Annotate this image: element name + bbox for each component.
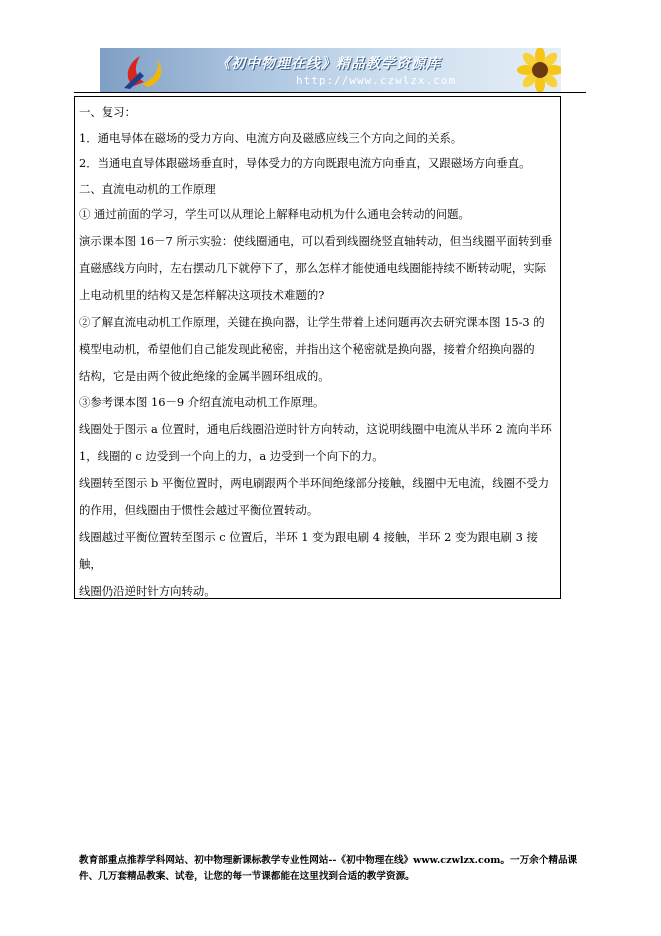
site-banner [100,48,561,92]
review-item-1: 1．通电导体在磁场的受力方向、电流方向及磁感应线三个方向之间的关系。 [79,130,463,145]
footer-line-2: 件、几万套精品教案、试卷，让您的每一节课都能在这里找到合适的教学资源。 [79,871,415,882]
point-3: ③参考课本图 16－9 介绍直流电动机工作原理。 [79,394,325,409]
para-a-line-2: 1，线圈的 c 边受到一个向上的力，a 边受到一个向下的力。 [79,448,384,463]
demo-line-3: 上电动机里的结构又是怎样解决这项技术难题的? [79,287,325,302]
lesson-content [79,100,559,605]
point-2-line-1: ②了解直流电动机工作原理，关键在换向器，让学生带着上述问题再次去研究课本图 15-3 的 [79,314,545,329]
footer-line-1: 教育部重点推荐学科网站、初中物理新课标教学专业性网站--《初中物理在线》www.czwlzx.com。一万余个精品课 [79,855,578,866]
section-heading-principle: 二、直流电动机的工作原理 [79,181,216,196]
review-item-2: 2．当通电直导体跟磁场垂直时，导体受力的方向既跟电流方向垂直，又跟磁场方向垂直。 [79,156,531,171]
point-1: ① 通过前面的学习，学生可以从理论上解释电动机为什么通电会转动的问题。 [79,207,470,222]
banner-url[interactable]: http://www.czwlzx.com [296,74,457,87]
para-a-line-1: 线圈处于图示 a 位置时，通电后线圈沿逆时针方向转动，这说明线圈中电流从半环 2 流向半环 [79,421,552,436]
point-2-line-3: 结构，它是由两个彼此绝缘的金属半圆环组成的。 [79,368,330,383]
point-2-line-2: 模型电动机，希望他们自己能发现此秘密，并指出这个秘密就是换向器，接着介绍换向器的 [79,341,535,356]
para-b-line-2: 的作用，但线圈由于惯性会越过平衡位置转动。 [79,502,319,517]
header-rule [74,92,586,93]
site-logo-icon [104,50,176,90]
demo-line-2: 直磁感线方向时，左右摆动几下就停下了，那么怎样才能使通电线圈能持续不断转动呢，实际 [79,260,547,275]
banner-title: 《初中物理在线》精品教学资源库 [216,56,441,72]
para-c-line-1: 线圈越过平衡位置转至图示 c 位置后，半环 1 变为跟电刷 4 接触，半环 2 变为跟电刷 3 接触， [79,529,538,571]
para-c-line-2: 线圈仍沿逆时针方向转动。 [79,583,216,598]
page-footer [79,853,599,885]
section-heading-review: 一、复习： [79,105,136,119]
demo-line-1: 演示课本图 16－7 所示实验：使线圈通电，可以看到线圈绕竖直轴转动，但当线圈平面转到垂 [79,233,553,248]
para-b-line-1: 线圈转至图示 b 平衡位置时，两电刷跟两个半环间绝缘部分接触，线圈中无电流，线圈不受力 [79,475,550,490]
sunflower-icon [510,48,561,92]
